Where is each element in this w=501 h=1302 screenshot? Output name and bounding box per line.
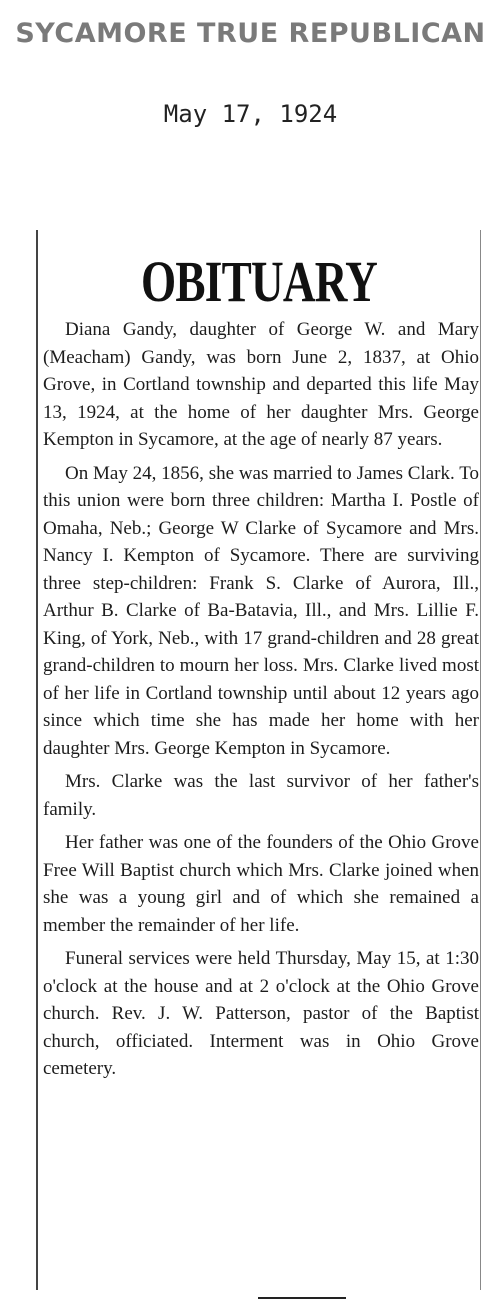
publication-date: May 17, 1924 (163, 100, 338, 128)
paragraph-funeral: Funeral services were held Thursday, May 15, at 1:30 o'clock at the house and at 2 o'clock at the Ohio Grove church. Rev. J. W. Patterson, pastor of the Baptist church, officiated. Interment was in Ohio Grove cemetery. (43, 948, 479, 1079)
paragraph-birth: Diana Gandy, daughter of George W. and Mary (Meacham) Gandy, was born June 2, 1837, at Ohio Grove, in Cortland township and departed this life May 13, 1924, at the home of her daughter Mrs. George Kempton in Sycamore, at the age of nearly 87 years. (43, 319, 479, 450)
column-rule-bottom (258, 1297, 346, 1299)
column-rule-left (36, 230, 38, 1290)
newspaper-name: SYCAMORE TRUE REPUBLICAN (15, 18, 486, 49)
obituary-article (43, 316, 479, 1089)
obituary-heading: OBITUARY (141, 249, 377, 314)
column-rule-right (480, 230, 481, 1290)
paragraph-survivor: Mrs. Clarke was the last survivor of her father's family. (43, 771, 479, 820)
paragraph-family: On May 24, 1856, she was married to James Clark. To this union were born three children: Martha I. Postle of Omaha, Neb.; George W Clarke of Sycamore and Mrs. Nancy I. Kempton of Sycamore. There are surviving three step-children: Frank S. Clarke of Aurora, Ill., Arthur B. Clarke of Ba-Batavia, Ill., and Mrs. Lillie F. King, of York, Neb., with 17 grand-children and 28 great grand-children to mourn her loss. Mrs. Clarke lived most of her life in Cortland township until about 12 years ago since which time she has made her home with her daughter Mrs. George Kempton in Sycamore. (43, 462, 479, 759)
paragraph-church: Her father was one of the founders of the Ohio Grove Free Will Baptist church which Mrs. Clarke joined when she was a young girl and of which she remained a member the remainder of her life. (43, 832, 479, 936)
